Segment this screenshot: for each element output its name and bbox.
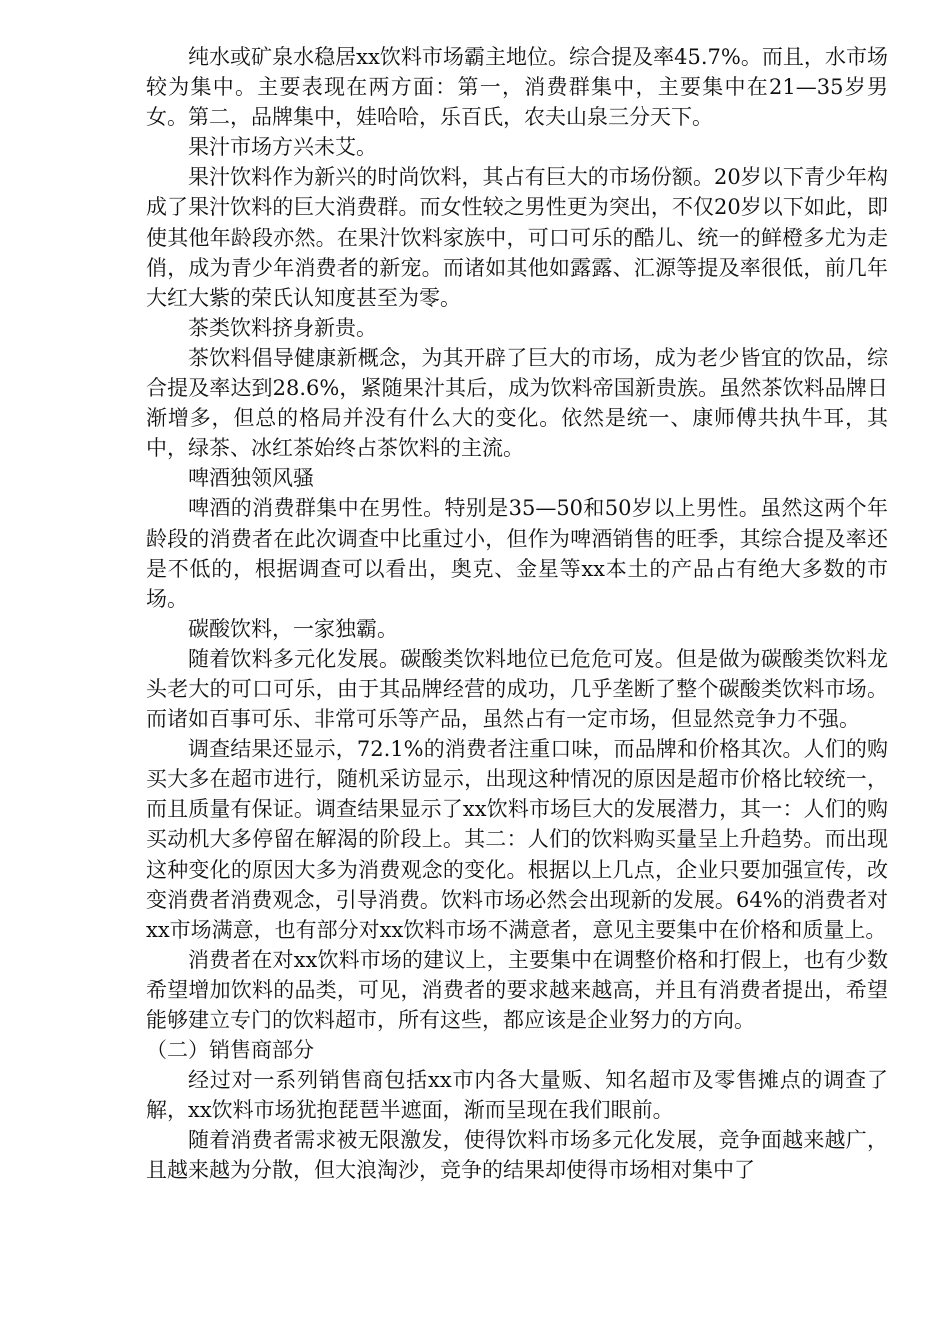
paragraph-carbonated-drinks: 随着饮料多元化发展。碳酸类饮料地位已危危可岌。但是做为碳酸类饮料龙头老大的可口可乐，由于其品牌经营的成功，几乎垄断了整个碳酸类饮料市场。而诸如百事可乐、非常可乐等产品，虽然占有一定市场，但显然竞争力不强。 xyxy=(146,646,888,732)
heading-beer: 啤酒独领风骚 xyxy=(188,466,314,491)
paragraph-survey-results: 调查结果还显示，72.1%的消费者注重口味，而品牌和价格其次。人们的购买大多在超市进行，随机采访显示，出现这种情况的原因是超市价格比较统一，而且质量有保证。调查结果显示了xx饮料市场巨大的发展潜力，其一：人们的购买动机大多停留在解渴的阶段上。其二：人们的饮料购买量呈上升趋势。而出现这种变化的原因大多为消费观念的变化。根据以上几点，企业只要加强宣传，改变消费者消费观念，引导消费。饮料市场必然会出现新的发展。64%的消费者对xx市场满意，也有部分对xx饮料市场不满意者，意见主要集中在价格和质量上。 xyxy=(146,737,888,942)
paragraph-consumer-suggestions: 消费者在对xx饮料市场的建议上，主要集中在调整价格和打假上，也有少数希望增加饮料的品类，可见，消费者的要求越来越高，并且有消费者提出，希望能够建立专门的饮料超市，所有这些，都应该是企业努力的方向。 xyxy=(146,947,888,1032)
paragraph-market-diversification: 随着消费者需求被无限激发，使得饮料市场多元化发展，竞争面越来越广，且越来越为分散，但大浪淘沙，竞争的结果却使得市场相对集中了 xyxy=(146,1128,888,1183)
paragraph-retailer-survey: 经过对一系列销售商包括xx市内各大量贩、知名超市及零售摊点的调查了解，xx饮料市场犹抱琵琶半遮面，渐而呈现在我们眼前。 xyxy=(146,1068,888,1123)
heading-carbonated-drinks: 碳酸饮料，一家独霸。 xyxy=(188,616,398,641)
paragraph-juice-market: 果汁饮料作为新兴的时尚饮料，其占有巨大的市场份额。20岁以下青少年构成了果汁饮料的巨大消费群。而女性较之男性更为突出，不仅20岁以下如此，即使其他年龄段亦然。在果汁饮料家族中，可口可乐的酷儿、统一的鲜橙多尤为走俏，成为青少年消费者的新宠。而诸如其他如露露、汇源等提及率很低，前几年大红大紫的荣氏认知度甚至为零。 xyxy=(146,165,888,310)
section-heading-retailers: （二）销售商部分 xyxy=(146,1038,314,1063)
paragraph-water-market: 纯水或矿泉水稳居xx饮料市场霸主地位。综合提及率45.7%。而且，水市场较为集中。主要表现在两方面：第一，消费群集中，主要集中在21—35岁男女。第二，品牌集中，娃哈哈，乐百氏，农夫山泉三分天下。 xyxy=(146,45,888,130)
heading-juice-market: 果汁市场方兴未艾。 xyxy=(188,135,377,160)
heading-tea-drinks: 茶类饮料挤身新贵。 xyxy=(188,315,377,340)
paragraph-beer: 啤酒的消费群集中在男性。特别是35—50和50岁以上男性。虽然这两个年龄段的消费者在此次调查中比重过小，但作为啤酒销售的旺季，其综合提及率还是不低的，根据调查可以看出，奥克、金星等xx本土的产品占有绝大多数的市场。 xyxy=(146,496,888,611)
paragraph-tea-drinks: 茶饮料倡导健康新概念，为其开辟了巨大的市场，成为老少皆宜的饮品，综合提及率达到28.6%，紧随果汁其后，成为饮料帝国新贵族。虽然茶饮料品牌日渐增多，但总的格局并没有什么大的变化。依然是统一、康师傅共执牛耳，其中，绿茶、冰红茶始终占茶饮料的主流。 xyxy=(146,345,888,461)
document-body xyxy=(146,42,888,1186)
